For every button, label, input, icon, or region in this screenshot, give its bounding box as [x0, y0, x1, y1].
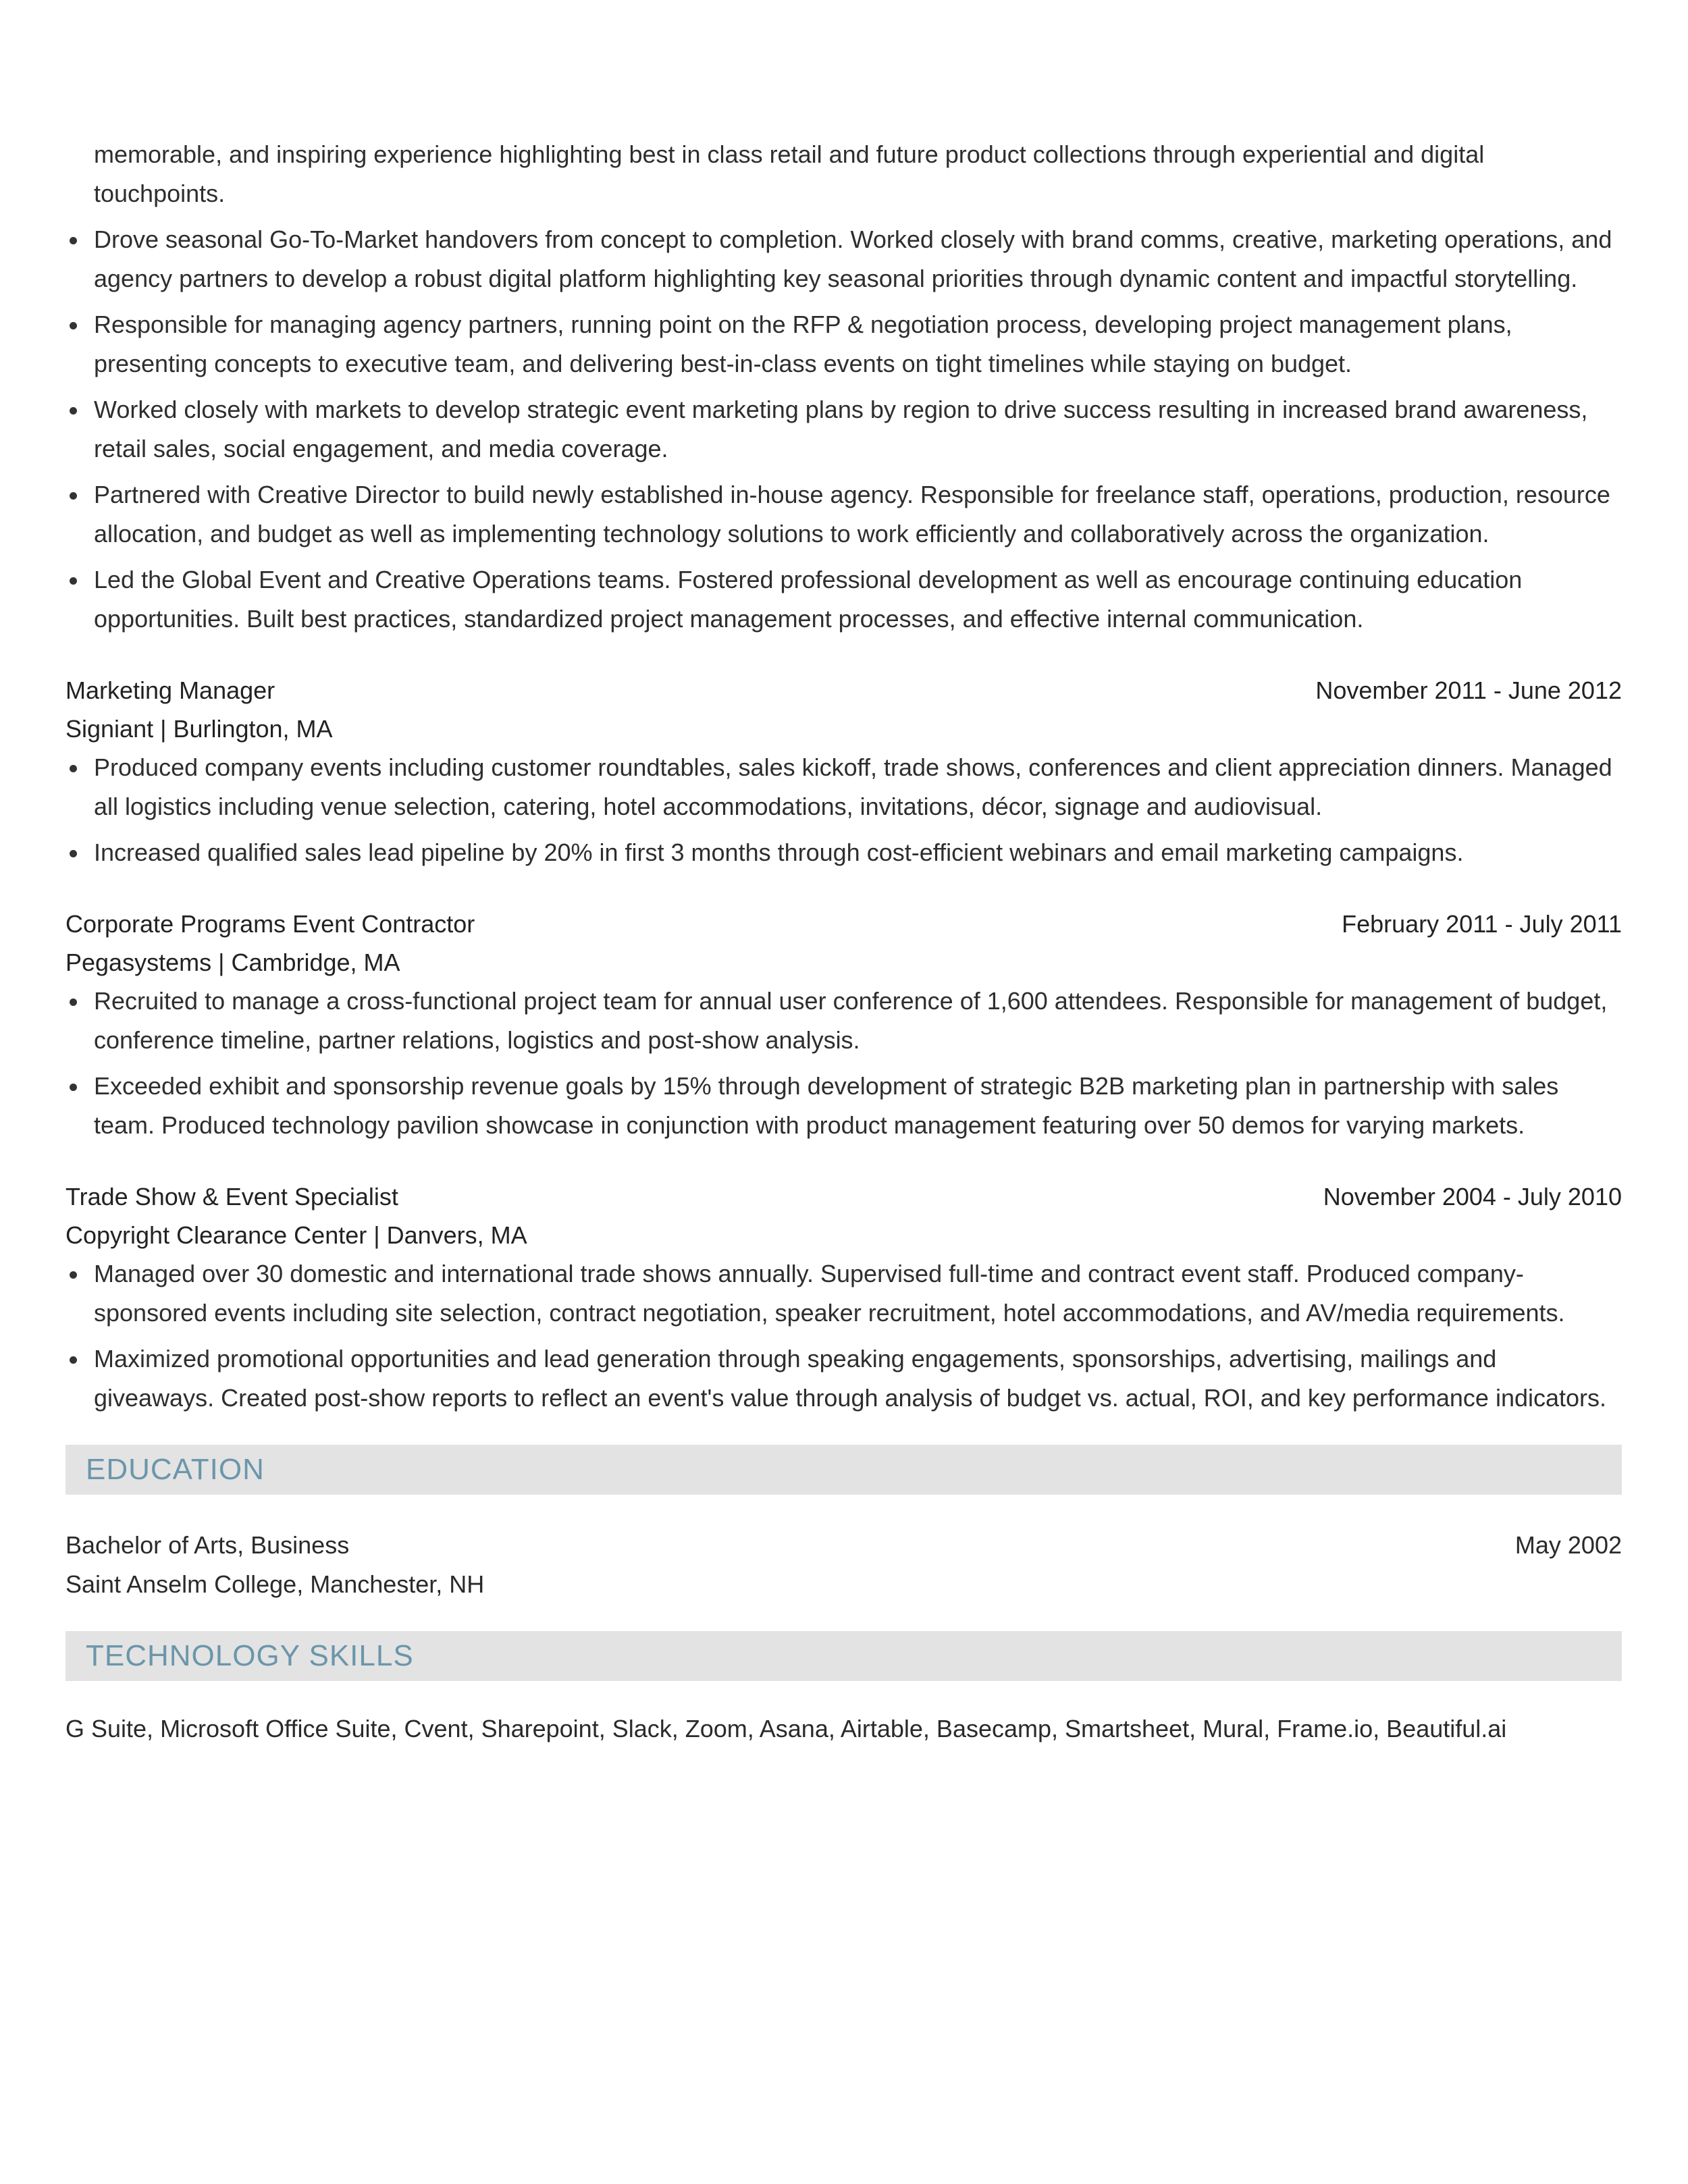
job-title: Marketing Manager	[65, 676, 275, 704]
job-entry-event-contractor	[65, 905, 1622, 1145]
job-bullets	[65, 982, 1622, 1145]
bullet-text: memorable, and inspiring experience highlighting best in class retail and future product collections through experiential and digital touchpoints.	[94, 140, 1485, 207]
graduation-date: May 2002	[1514, 1531, 1622, 1559]
bullet-dot-icon	[70, 998, 77, 1006]
school: Saint Anselm College, Manchester, NH	[65, 1570, 485, 1598]
section-title: TECHNOLOGY SKILLS	[86, 1639, 414, 1672]
list-item	[65, 1339, 1622, 1418]
job-dates: November 2011 - June 2012	[1315, 676, 1622, 704]
list-item	[65, 748, 1622, 826]
school-row	[65, 1565, 1622, 1604]
bullet-text: Responsible for managing agency partners, running point on the RFP & negotiation process, developing project management plans, presenting concepts to executive team, and delivering best-in-class events on tight timelines while staying on budget.	[94, 311, 1512, 377]
list-item	[65, 1254, 1622, 1333]
bullet-dot-icon	[70, 850, 77, 857]
bullet-text: Drove seasonal Go-To-Market handovers from concept to completion. Worked closely with brand comms, creative, marketing operations, and agency partners to develop a robust digital platform highlighting key seasonal priorities through dynamic content and impactful storytelling.	[94, 225, 1612, 292]
bullet-dot-icon	[70, 322, 77, 329]
bullet-dot-icon	[70, 492, 77, 500]
education-entry	[65, 1526, 1622, 1604]
list-item	[65, 135, 1622, 213]
skills-section-header	[65, 1631, 1622, 1681]
job-bullets	[65, 748, 1622, 872]
education-row	[65, 1526, 1622, 1565]
job-title: Corporate Programs Event Contractor	[65, 910, 475, 938]
list-item	[65, 982, 1622, 1060]
bullet-dot-icon	[70, 1271, 77, 1279]
list-item	[65, 560, 1622, 639]
bullet-dot-icon	[70, 765, 77, 772]
bullet-text: Exceeded exhibit and sponsorship revenue goals by 15% through development of strategic B2B marketing plan in partnership with sales team. Produced technology pavilion showcase in conjunction with product management featuring over 50 demos for varying markets.	[94, 1072, 1559, 1139]
bullet-text: Produced company events including customer roundtables, sales kickoff, trade shows, conferences and client appreciation dinners. Managed all logistics including venue selection, catering, hotel accommodations, invitations, décor, signage and audiovisual.	[94, 753, 1612, 820]
job-title: Trade Show & Event Specialist	[65, 1183, 398, 1210]
bullet-text: Led the Global Event and Creative Operations teams. Fostered professional development as well as encourage continuing education opportunities. Built best practices, standardized project management processes, and effective internal communication.	[94, 566, 1523, 633]
list-item	[65, 475, 1622, 554]
job-header	[65, 1177, 1622, 1217]
bullet-text: Worked closely with markets to develop strategic event marketing plans by region to drive success resulting in increased brand awareness, retail sales, social engagement, and media coverage.	[94, 396, 1588, 462]
bullet-text: Partnered with Creative Director to build newly established in-house agency. Responsible for freelance staff, operations, production, resource allocation, and budget as well as implementing technology solutions to work efficiently and collaboratively across the organization.	[94, 481, 1610, 548]
bullet-dot-icon	[70, 237, 77, 244]
bullet-text: Maximized promotional opportunities and lead generation through speaking engagements, sponsorships, advertising, mailings and giveaways. Created post-show reports to reflect an event's value through analysis of budget vs. actual, ROI, and key performance indicators.	[94, 1345, 1607, 1412]
bullet-dot-icon	[70, 577, 77, 585]
bullet-dot-icon	[70, 1356, 77, 1364]
job-company: Copyright Clearance Center | Danvers, MA	[65, 1221, 527, 1249]
job-company: Pegasystems | Cambridge, MA	[65, 949, 400, 976]
job-entry-marketing-manager	[65, 671, 1622, 872]
section-title: EDUCATION	[86, 1453, 265, 1486]
job-header	[65, 905, 1622, 944]
job-dates: November 2004 - July 2010	[1323, 1183, 1622, 1210]
skills-list: G Suite, Microsoft Office Suite, Cvent, Sharepoint, Slack, Zoom, Asana, Airtable, Basecamp, Smartsheet, Mural, Frame.io, Beautiful.ai	[65, 1715, 1507, 1742]
bullet-text: Recruited to manage a cross-functional project team for annual user conference of 1,600 attendees. Responsible for management of budget, conference timeline, partner relations, logistics and post-show analysis.	[94, 987, 1608, 1054]
bullet-dot-icon	[70, 1084, 77, 1091]
education-section-header	[65, 1445, 1622, 1495]
list-item	[65, 1067, 1622, 1145]
job-bullets	[65, 1254, 1622, 1418]
bullet-dot-icon	[70, 407, 77, 415]
list-item	[65, 305, 1622, 383]
list-item	[65, 220, 1622, 298]
resume-page	[65, 135, 1622, 1749]
list-item	[65, 833, 1622, 872]
job-header	[65, 671, 1622, 710]
previous-job-bullets	[65, 135, 1622, 639]
job-company: Signiant | Burlington, MA	[65, 715, 333, 743]
bullet-text: Increased qualified sales lead pipeline by 20% in first 3 months through cost-efficient webinars and email marketing campaigns.	[94, 838, 1464, 866]
job-entry-trade-show-specialist	[65, 1177, 1622, 1418]
bullet-text: Managed over 30 domestic and international trade shows annually. Supervised full-time and contract event staff. Produced company-sponsored events including site selection, contract negotiation, speaker recruitment, hotel accommodations, and AV/media requirements.	[94, 1260, 1565, 1327]
degree: Bachelor of Arts, Business	[65, 1531, 350, 1559]
list-item	[65, 390, 1622, 469]
job-dates: February 2011 - July 2011	[1342, 910, 1622, 938]
